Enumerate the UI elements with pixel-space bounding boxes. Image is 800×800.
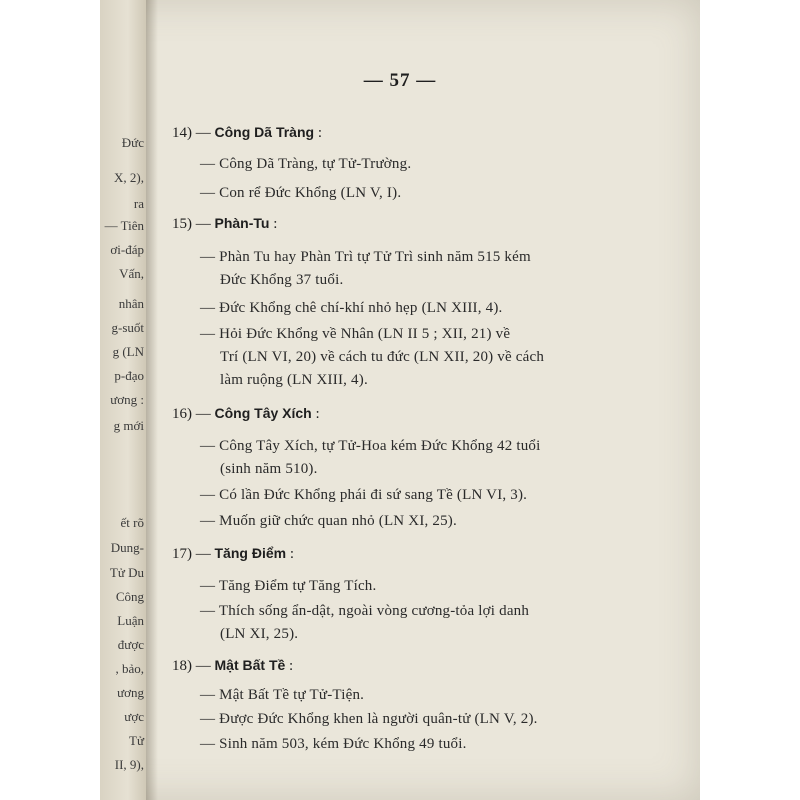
facing-fragment: được bbox=[117, 637, 144, 652]
item-text: Có lần Đức Khổng phái đi sứ sang Tề (LN VI, 3). bbox=[219, 487, 528, 503]
section-name: Phàn-Tu bbox=[214, 215, 270, 231]
list-item bbox=[200, 323, 544, 392]
facing-fragment: Tử bbox=[129, 733, 144, 748]
item-text: Công Dã Tràng, tự Tử-Trường. bbox=[219, 156, 412, 172]
item-text: Sinh năm 503, kém Đức Khổng 49 tuổi. bbox=[219, 736, 467, 752]
item-text: Hỏi Đức Khổng về Nhân (LN II 5 ; XII, 21) về bbox=[219, 326, 511, 342]
item-text: Đức Khổng chê chí-khí nhỏ hẹp (LN XIII, 4). bbox=[219, 300, 503, 316]
list-item bbox=[200, 435, 541, 481]
facing-fragment: Vấn, bbox=[119, 266, 144, 281]
section-colon: : bbox=[286, 546, 294, 562]
section-name: Công Tây Xích bbox=[214, 405, 312, 421]
facing-fragment: g mới bbox=[113, 418, 144, 433]
list-item bbox=[200, 246, 531, 292]
facing-fragment: Tử Du bbox=[109, 565, 144, 580]
item-bullet: — bbox=[200, 487, 216, 503]
facing-fragment: Đức bbox=[121, 135, 144, 150]
facing-fragment: p-đạo bbox=[114, 368, 144, 383]
section-number: 14) — bbox=[172, 125, 211, 141]
facing-fragment: ơi-đáp bbox=[110, 242, 144, 257]
section-colon: : bbox=[269, 216, 278, 232]
facing-fragment: g-suốt bbox=[111, 320, 144, 335]
facing-fragment: g (LN bbox=[112, 344, 144, 359]
section-number: 18) — bbox=[172, 658, 211, 674]
item-text: Thích sống ẩn-dật, ngoài vòng cương-tỏa lợi danh bbox=[218, 603, 530, 619]
list-item bbox=[200, 684, 364, 707]
item-text: Con rể Đức Khổng (LN V, I). bbox=[219, 185, 402, 201]
list-item bbox=[200, 733, 467, 756]
facing-fragment: nhân bbox=[118, 296, 144, 311]
facing-fragment: , bảo, bbox=[115, 661, 144, 676]
list-item bbox=[200, 182, 401, 205]
list-item bbox=[200, 484, 527, 507]
facing-fragment: Luận bbox=[117, 613, 144, 628]
facing-fragment: ra bbox=[133, 196, 144, 211]
facing-fragment: Công bbox=[115, 589, 144, 604]
item-bullet: — bbox=[200, 326, 216, 342]
list-item bbox=[200, 600, 529, 646]
section-colon: : bbox=[311, 406, 320, 422]
item-text: Muốn giữ chức quan nhỏ (LN XI, 25). bbox=[219, 513, 457, 529]
facing-fragment: ương bbox=[117, 685, 144, 700]
item-text-continued: Đức Khổng 37 tuổi. bbox=[220, 272, 344, 288]
facing-fragment: Dung- bbox=[110, 540, 144, 555]
item-text-continued: Trí (LN VI, 20) về cách tu đức (LN XII, 20) về cách bbox=[220, 349, 545, 365]
section-heading bbox=[172, 545, 294, 563]
section-name: Tăng Điểm bbox=[214, 545, 287, 561]
item-text: Công Tây Xích, tự Tử-Hoa kém Đức Khổng 42 tuổi bbox=[219, 438, 541, 454]
page-number: — 57 — bbox=[363, 70, 437, 91]
item-bullet: — bbox=[200, 513, 216, 529]
book-page bbox=[100, 0, 700, 800]
facing-fragment: X, 2), bbox=[114, 170, 144, 185]
section-number: 16) — bbox=[172, 406, 211, 422]
section-heading bbox=[172, 124, 322, 142]
item-bullet: — bbox=[200, 711, 216, 727]
facing-fragment: II, 9), bbox=[114, 757, 144, 772]
section-number: 15) — bbox=[172, 216, 211, 232]
section-heading bbox=[172, 405, 320, 423]
list-item bbox=[200, 153, 411, 176]
list-item bbox=[200, 575, 376, 598]
item-bullet: — bbox=[200, 438, 216, 454]
page-gutter-shadow bbox=[146, 0, 158, 800]
item-bullet: — bbox=[200, 300, 216, 316]
section-number: 17) — bbox=[172, 546, 211, 562]
section-heading bbox=[172, 215, 277, 233]
item-text-continued: (sinh năm 510). bbox=[220, 461, 318, 477]
item-text-continued: làm ruộng (LN XIII, 4). bbox=[220, 372, 368, 388]
item-text: Phàn Tu hay Phàn Trì tự Tử Trì sinh năm 515 kém bbox=[219, 249, 531, 265]
item-text: Được Đức Khổng khen là người quân-tử (LN V, 2). bbox=[219, 711, 538, 727]
facing-page-edge bbox=[100, 0, 146, 800]
facing-fragment: ược bbox=[124, 709, 144, 724]
list-item bbox=[200, 708, 538, 731]
list-item bbox=[200, 510, 457, 533]
section-name: Mật Bất Tề bbox=[214, 657, 286, 673]
section-colon: : bbox=[285, 658, 294, 674]
section-colon: : bbox=[314, 125, 322, 141]
item-bullet: — bbox=[200, 249, 216, 265]
item-bullet: — bbox=[200, 185, 216, 201]
list-item bbox=[200, 297, 502, 320]
item-bullet: — bbox=[200, 687, 216, 703]
item-text: Tăng Điểm tự Tăng Tích. bbox=[218, 578, 377, 594]
item-bullet: — bbox=[200, 603, 216, 619]
item-text: Mật Bất Tề tự Tử-Tiện. bbox=[219, 687, 365, 703]
item-bullet: — bbox=[200, 736, 216, 752]
section-name: Công Dã Tràng bbox=[214, 124, 315, 140]
item-text-continued: (LN XI, 25). bbox=[220, 626, 299, 642]
item-bullet: — bbox=[200, 156, 216, 172]
facing-fragment: — Tiên bbox=[104, 218, 144, 233]
facing-fragment: ết rõ bbox=[120, 515, 144, 530]
facing-fragment: ương : bbox=[110, 392, 144, 407]
item-bullet: — bbox=[200, 578, 216, 594]
section-heading bbox=[172, 657, 293, 675]
